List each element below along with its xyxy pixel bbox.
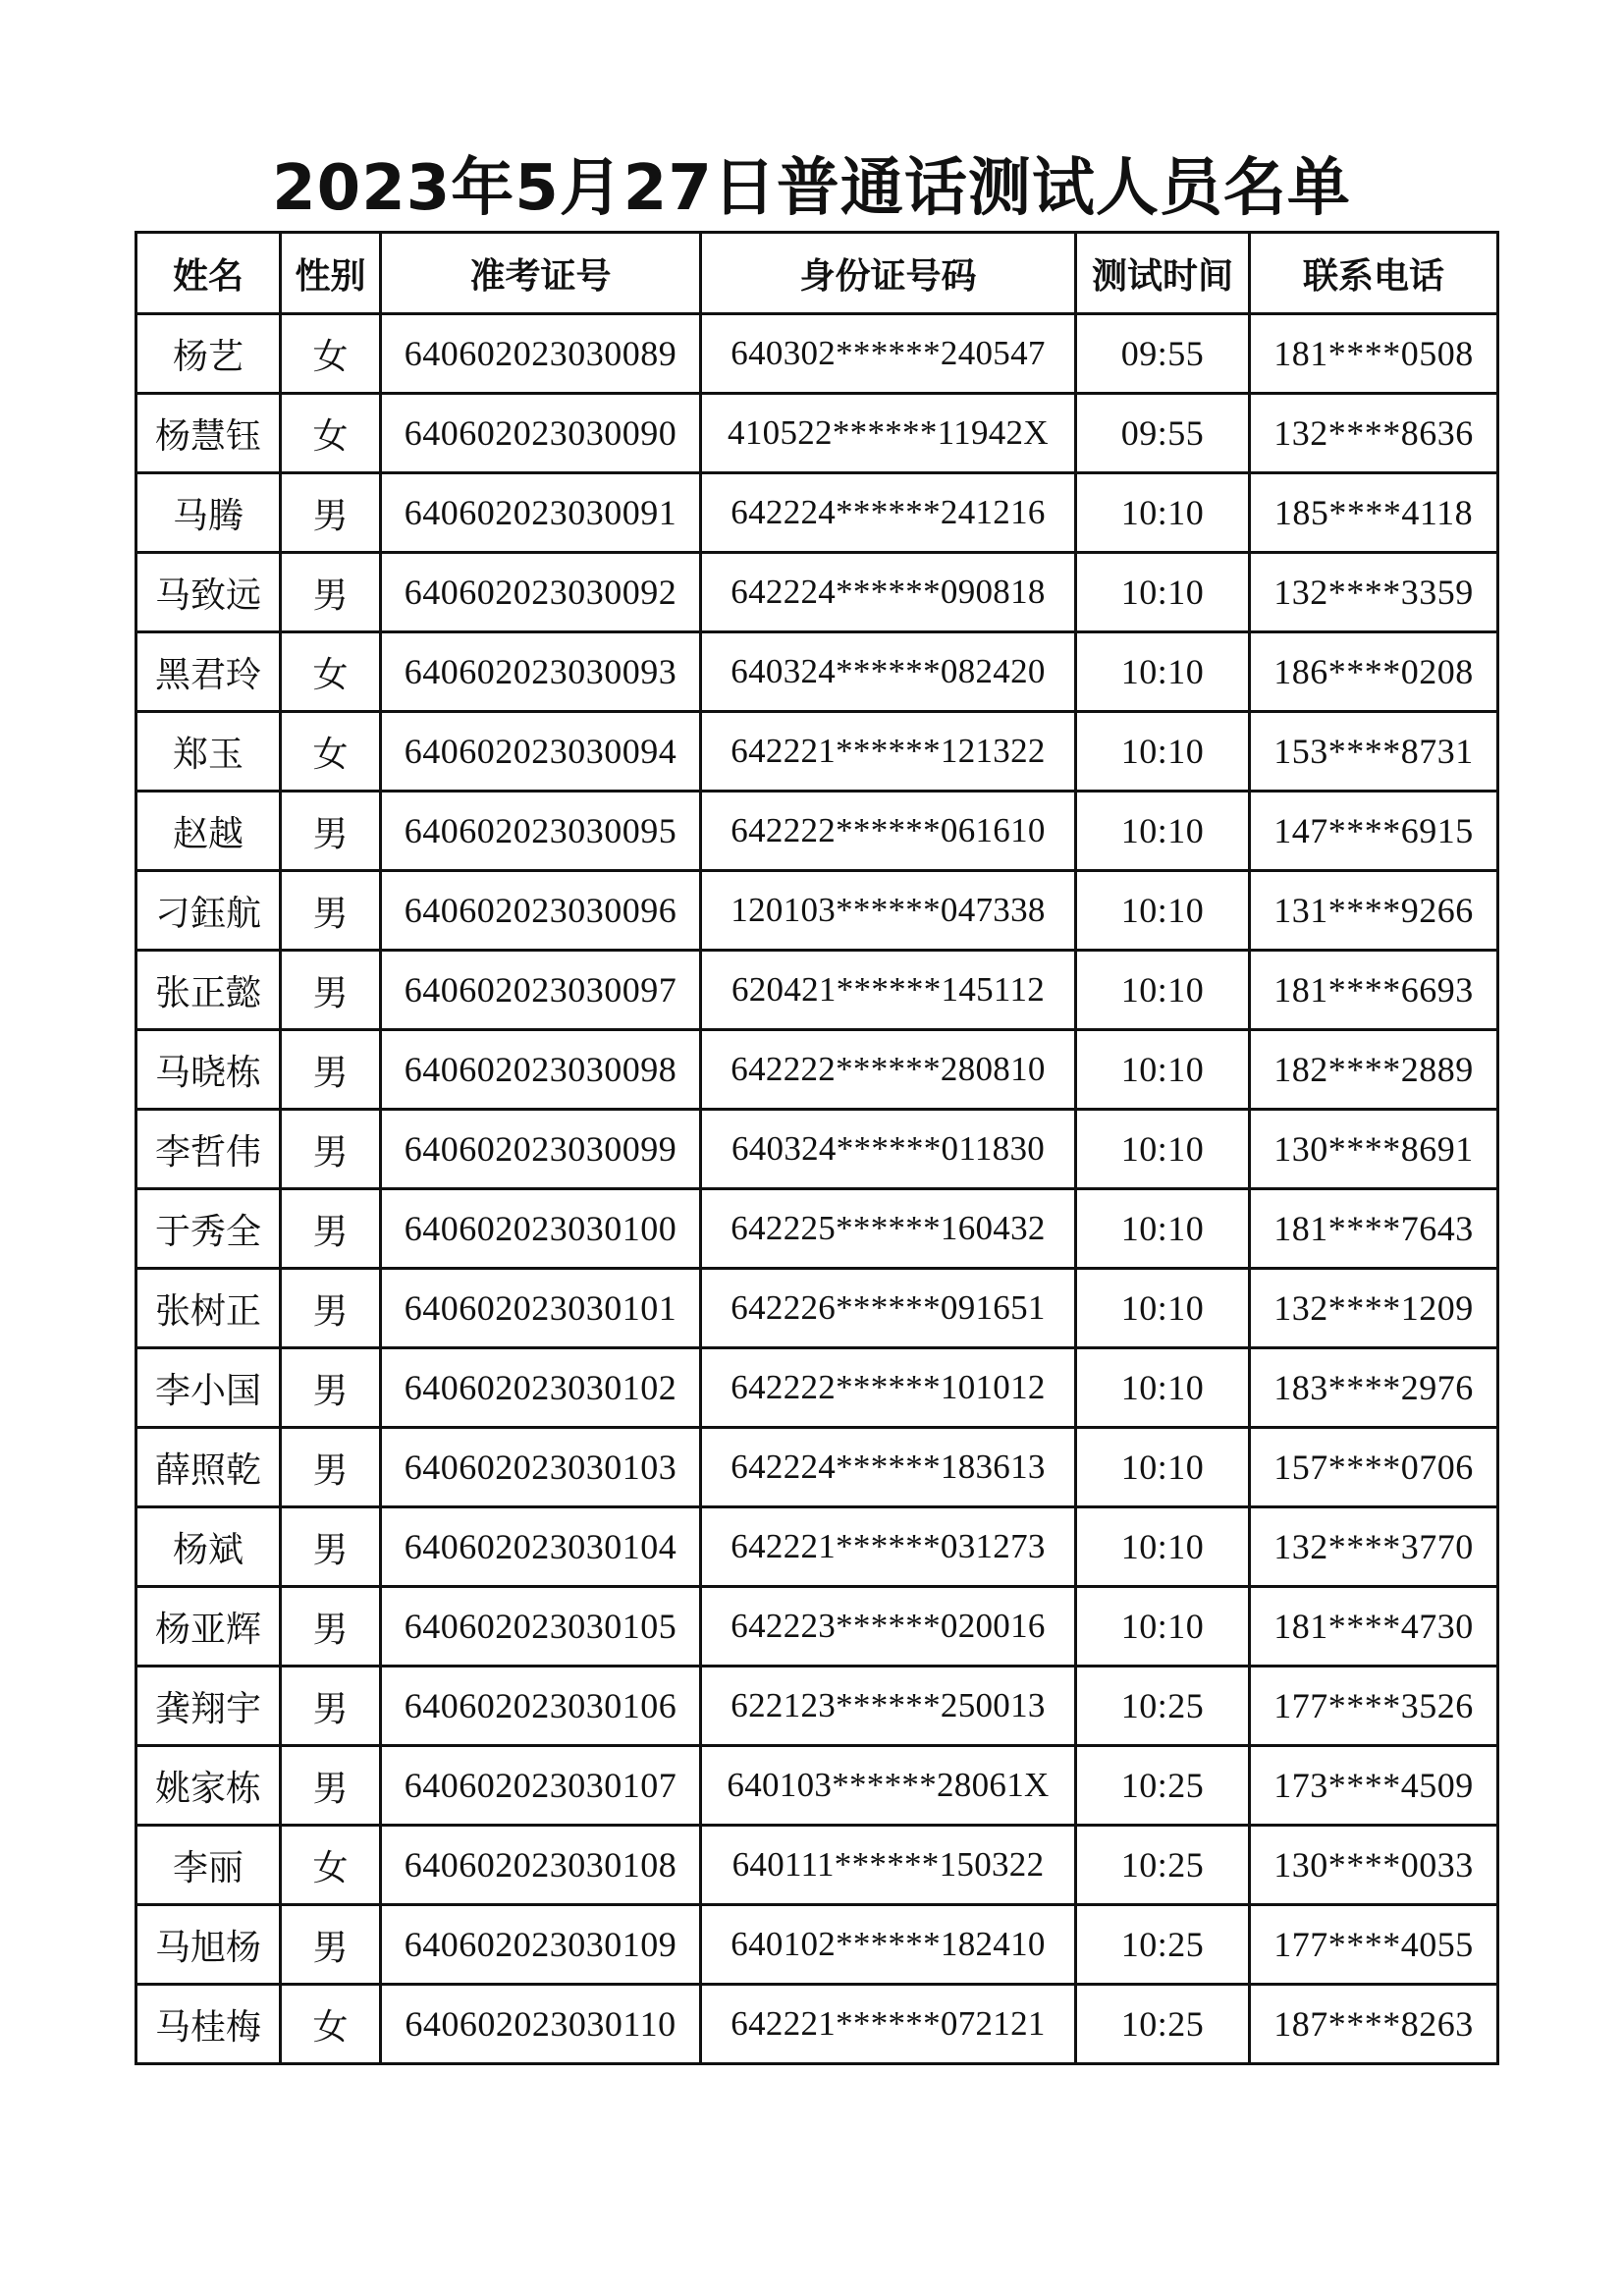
cell-gender: 男 xyxy=(281,871,381,951)
cell-gender: 女 xyxy=(281,712,381,792)
header-gender: 性别 xyxy=(281,233,381,314)
cell-test-time: 10:10 xyxy=(1076,1030,1250,1110)
table-row xyxy=(136,712,1498,792)
cell-phone: 132****8636 xyxy=(1250,394,1498,473)
table-row xyxy=(136,1348,1498,1428)
cell-id-number: 642222******061610 xyxy=(701,792,1076,871)
cell-exam-number: 640602023030109 xyxy=(381,1905,701,1985)
cell-exam-number: 640602023030100 xyxy=(381,1189,701,1269)
cell-id-number: 640102******182410 xyxy=(701,1905,1076,1985)
cell-name: 杨亚辉 xyxy=(136,1587,281,1667)
cell-phone: 173****4509 xyxy=(1250,1746,1498,1826)
cell-name: 刁鈺航 xyxy=(136,871,281,951)
cell-gender: 女 xyxy=(281,394,381,473)
header-exam-number: 准考证号 xyxy=(381,233,701,314)
cell-gender: 男 xyxy=(281,1587,381,1667)
cell-phone: 132****1209 xyxy=(1250,1269,1498,1348)
cell-phone: 132****3770 xyxy=(1250,1507,1498,1587)
cell-gender: 男 xyxy=(281,1110,381,1189)
cell-test-time: 10:10 xyxy=(1076,632,1250,712)
cell-test-time: 10:25 xyxy=(1076,1826,1250,1905)
cell-name: 张树正 xyxy=(136,1269,281,1348)
cell-id-number: 642222******280810 xyxy=(701,1030,1076,1110)
cell-id-number: 620421******145112 xyxy=(701,951,1076,1030)
cell-name: 马晓栋 xyxy=(136,1030,281,1110)
cell-gender: 男 xyxy=(281,553,381,632)
cell-test-time: 10:10 xyxy=(1076,951,1250,1030)
cell-name: 黑君玲 xyxy=(136,632,281,712)
cell-gender: 男 xyxy=(281,1667,381,1746)
cell-test-time: 10:10 xyxy=(1076,871,1250,951)
cell-exam-number: 640602023030096 xyxy=(381,871,701,951)
cell-test-time: 10:25 xyxy=(1076,1667,1250,1746)
table-row xyxy=(136,1030,1498,1110)
cell-test-time: 10:10 xyxy=(1076,473,1250,553)
cell-test-time: 10:25 xyxy=(1076,1746,1250,1826)
cell-name: 张正懿 xyxy=(136,951,281,1030)
cell-exam-number: 640602023030107 xyxy=(381,1746,701,1826)
cell-exam-number: 640602023030110 xyxy=(381,1985,701,2064)
cell-name: 薛照乾 xyxy=(136,1428,281,1507)
cell-id-number: 642222******101012 xyxy=(701,1348,1076,1428)
cell-gender: 女 xyxy=(281,632,381,712)
table-row xyxy=(136,1746,1498,1826)
cell-phone: 177****3526 xyxy=(1250,1667,1498,1746)
cell-phone: 187****8263 xyxy=(1250,1985,1498,2064)
table-row xyxy=(136,871,1498,951)
cell-exam-number: 640602023030094 xyxy=(381,712,701,792)
cell-test-time: 10:10 xyxy=(1076,1428,1250,1507)
cell-id-number: 640103******28061X xyxy=(701,1746,1076,1826)
cell-test-time: 10:10 xyxy=(1076,1189,1250,1269)
cell-phone: 181****0508 xyxy=(1250,314,1498,394)
cell-gender: 女 xyxy=(281,1985,381,2064)
table-row xyxy=(136,1110,1498,1189)
cell-test-time: 10:10 xyxy=(1076,712,1250,792)
cell-exam-number: 640602023030093 xyxy=(381,632,701,712)
table-row xyxy=(136,1826,1498,1905)
cell-phone: 132****3359 xyxy=(1250,553,1498,632)
cell-gender: 男 xyxy=(281,1030,381,1110)
cell-gender: 男 xyxy=(281,1269,381,1348)
cell-id-number: 642223******020016 xyxy=(701,1587,1076,1667)
cell-phone: 185****4118 xyxy=(1250,473,1498,553)
cell-phone: 181****6693 xyxy=(1250,951,1498,1030)
cell-name: 马致远 xyxy=(136,553,281,632)
table-row xyxy=(136,1587,1498,1667)
table-row xyxy=(136,951,1498,1030)
cell-phone: 181****4730 xyxy=(1250,1587,1498,1667)
cell-name: 马腾 xyxy=(136,473,281,553)
cell-test-time: 10:10 xyxy=(1076,1507,1250,1587)
cell-name: 李丽 xyxy=(136,1826,281,1905)
cell-exam-number: 640602023030106 xyxy=(381,1667,701,1746)
table-row xyxy=(136,1189,1498,1269)
cell-phone: 183****2976 xyxy=(1250,1348,1498,1428)
cell-name: 郑玉 xyxy=(136,712,281,792)
cell-test-time: 10:10 xyxy=(1076,792,1250,871)
table-row xyxy=(136,1507,1498,1587)
cell-id-number: 642224******241216 xyxy=(701,473,1076,553)
header-test-time: 测试时间 xyxy=(1076,233,1250,314)
cell-test-time: 10:10 xyxy=(1076,553,1250,632)
table-row xyxy=(136,314,1498,394)
cell-id-number: 640324******082420 xyxy=(701,632,1076,712)
roster-table xyxy=(135,231,1499,2065)
cell-phone: 186****0208 xyxy=(1250,632,1498,712)
cell-name: 杨慧钰 xyxy=(136,394,281,473)
cell-id-number: 642224******183613 xyxy=(701,1428,1076,1507)
cell-exam-number: 640602023030099 xyxy=(381,1110,701,1189)
cell-phone: 147****6915 xyxy=(1250,792,1498,871)
cell-id-number: 642225******160432 xyxy=(701,1189,1076,1269)
header-name: 姓名 xyxy=(136,233,281,314)
table-row xyxy=(136,1269,1498,1348)
cell-phone: 177****4055 xyxy=(1250,1905,1498,1985)
cell-id-number: 622123******250013 xyxy=(701,1667,1076,1746)
cell-id-number: 120103******047338 xyxy=(701,871,1076,951)
cell-id-number: 642221******031273 xyxy=(701,1507,1076,1587)
table-row xyxy=(136,1428,1498,1507)
page-title: 2023年5月27日普通话测试人员名单 xyxy=(272,152,1351,225)
cell-name: 姚家栋 xyxy=(136,1746,281,1826)
cell-gender: 女 xyxy=(281,314,381,394)
cell-test-time: 10:10 xyxy=(1076,1269,1250,1348)
cell-gender: 男 xyxy=(281,473,381,553)
cell-test-time: 09:55 xyxy=(1076,314,1250,394)
cell-id-number: 642226******091651 xyxy=(701,1269,1076,1348)
cell-id-number: 640324******011830 xyxy=(701,1110,1076,1189)
cell-exam-number: 640602023030098 xyxy=(381,1030,701,1110)
cell-phone: 131****9266 xyxy=(1250,871,1498,951)
cell-id-number: 640111******150322 xyxy=(701,1826,1076,1905)
cell-gender: 男 xyxy=(281,1348,381,1428)
cell-id-number: 642221******121322 xyxy=(701,712,1076,792)
cell-name: 赵越 xyxy=(136,792,281,871)
cell-test-time: 10:25 xyxy=(1076,1905,1250,1985)
cell-exam-number: 640602023030095 xyxy=(381,792,701,871)
cell-exam-number: 640602023030101 xyxy=(381,1269,701,1348)
cell-test-time: 09:55 xyxy=(1076,394,1250,473)
cell-gender: 男 xyxy=(281,1746,381,1826)
cell-phone: 157****0706 xyxy=(1250,1428,1498,1507)
cell-name: 马旭杨 xyxy=(136,1905,281,1985)
cell-exam-number: 640602023030097 xyxy=(381,951,701,1030)
cell-id-number: 640302******240547 xyxy=(701,314,1076,394)
cell-name: 杨斌 xyxy=(136,1507,281,1587)
cell-gender: 男 xyxy=(281,792,381,871)
cell-name: 杨艺 xyxy=(136,314,281,394)
cell-test-time: 10:10 xyxy=(1076,1587,1250,1667)
cell-test-time: 10:10 xyxy=(1076,1110,1250,1189)
cell-gender: 男 xyxy=(281,1189,381,1269)
table-row xyxy=(136,1905,1498,1985)
cell-id-number: 410522******11942X xyxy=(701,394,1076,473)
table-row xyxy=(136,792,1498,871)
header-phone: 联系电话 xyxy=(1250,233,1498,314)
cell-name: 龚翔宇 xyxy=(136,1667,281,1746)
cell-id-number: 642224******090818 xyxy=(701,553,1076,632)
cell-gender: 男 xyxy=(281,1905,381,1985)
cell-exam-number: 640602023030089 xyxy=(381,314,701,394)
cell-gender: 男 xyxy=(281,951,381,1030)
cell-phone: 153****8731 xyxy=(1250,712,1498,792)
cell-phone: 181****7643 xyxy=(1250,1189,1498,1269)
cell-test-time: 10:10 xyxy=(1076,1348,1250,1428)
table-row xyxy=(136,632,1498,712)
table-row xyxy=(136,1985,1498,2064)
table-row xyxy=(136,473,1498,553)
table-header-row xyxy=(136,233,1498,314)
cell-exam-number: 640602023030092 xyxy=(381,553,701,632)
cell-name: 于秀全 xyxy=(136,1189,281,1269)
table-row xyxy=(136,394,1498,473)
cell-id-number: 642221******072121 xyxy=(701,1985,1076,2064)
cell-exam-number: 640602023030090 xyxy=(381,394,701,473)
cell-exam-number: 640602023030091 xyxy=(381,473,701,553)
cell-exam-number: 640602023030105 xyxy=(381,1587,701,1667)
cell-gender: 男 xyxy=(281,1428,381,1507)
cell-phone: 130****8691 xyxy=(1250,1110,1498,1189)
table-row xyxy=(136,553,1498,632)
cell-gender: 女 xyxy=(281,1826,381,1905)
table-body xyxy=(136,314,1498,2064)
cell-exam-number: 640602023030102 xyxy=(381,1348,701,1428)
table-row xyxy=(136,1667,1498,1746)
cell-name: 李小国 xyxy=(136,1348,281,1428)
cell-name: 李哲伟 xyxy=(136,1110,281,1189)
cell-exam-number: 640602023030103 xyxy=(381,1428,701,1507)
cell-phone: 182****2889 xyxy=(1250,1030,1498,1110)
cell-gender: 男 xyxy=(281,1507,381,1587)
cell-exam-number: 640602023030108 xyxy=(381,1826,701,1905)
cell-exam-number: 640602023030104 xyxy=(381,1507,701,1587)
header-id-number: 身份证号码 xyxy=(701,233,1076,314)
cell-name: 马桂梅 xyxy=(136,1985,281,2064)
cell-phone: 130****0033 xyxy=(1250,1826,1498,1905)
cell-test-time: 10:25 xyxy=(1076,1985,1250,2064)
